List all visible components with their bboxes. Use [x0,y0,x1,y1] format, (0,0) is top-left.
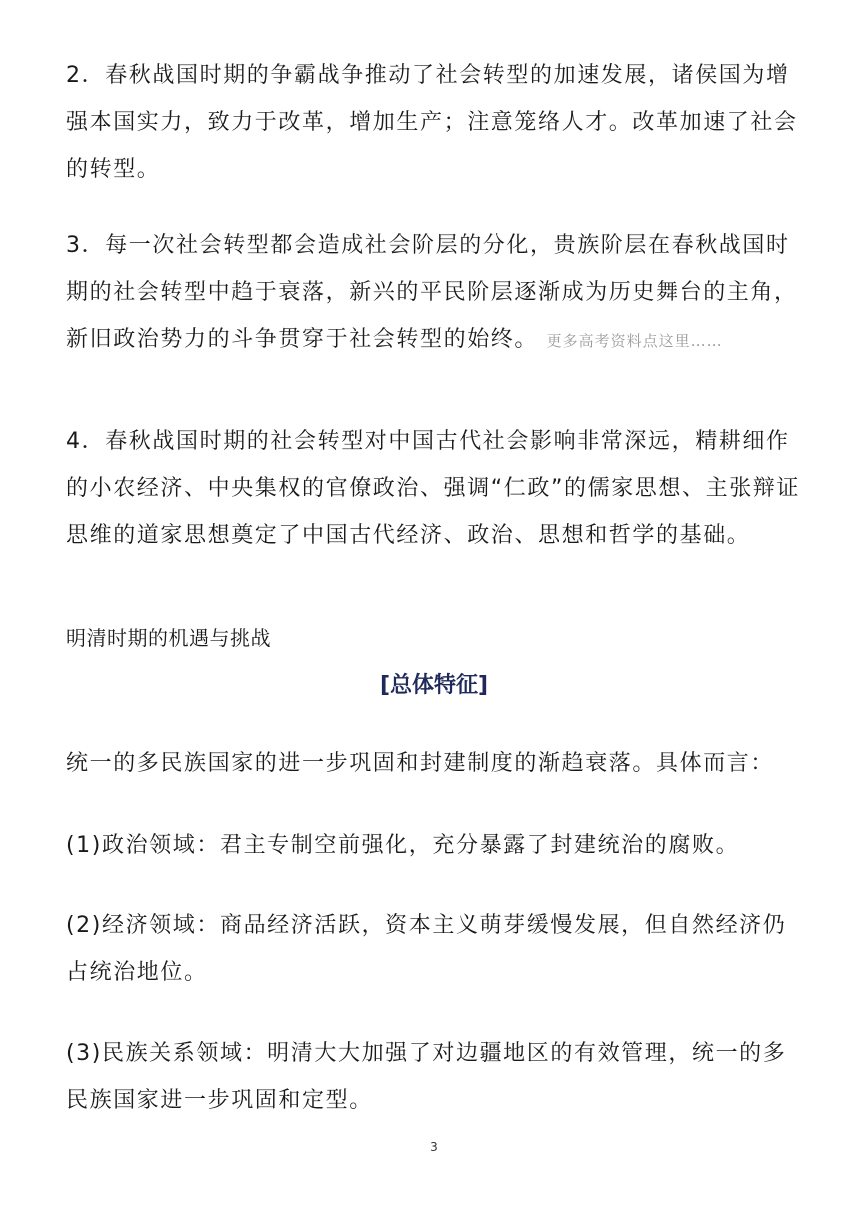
intro-text: 统一的多民族国家的进一步巩固和封建制度的渐趋衰落。具体而言： [66,751,775,776]
paragraph-4-text: 4．春秋战国时期的社会转型对中国古代社会影响非常深远，精耕细作的小农经济、中央集权的官僚政治、强调“仁政”的儒家思想、主张辩证思维的道家思想奠定了中国古代经济、政治、思想和哲学的基础。 [66,429,800,548]
paragraph-3-text: 3．每一次社会转型都会造成社会阶层的分化，贵族阶层在春秋战国时期的社会转型中趋于衰落，新兴的平民阶层逐渐成为历史舞台的主角，新旧政治势力的斗争贯穿于社会转型的始终。 [66,233,798,352]
paragraph-2 [66,52,806,193]
item-economy-text: (2)经济领域：商品经济活跃，资本主义萌芽缓慢发展，但自然经济仍占统治地位。 [66,913,787,985]
more-materials-link[interactable]: 更多高考资料点这里…… [546,332,723,350]
page-number: 3 [430,1140,438,1154]
item-politics [66,822,806,869]
section-title: 明清时期的机遇与挑战 [66,626,271,650]
paragraph-2-text: 2．春秋战国时期的争霸战争推动了社会转型的加速发展，诸侯国为增强本国实力，致力于改革，增加生产；注意笼络人才。改革加速了社会的转型。 [66,63,798,182]
item-ethnic-relations [66,1030,806,1124]
item-economy [66,902,806,996]
item-politics-text: (1)政治领域：君主专制空前强化，充分暴露了封建统治的腐败。 [66,833,740,858]
paragraph-4 [66,418,806,559]
paragraph-3 [66,222,806,365]
intro-paragraph [66,740,806,787]
overall-features-heading: [总体特征] [379,673,489,698]
item-ethnic-relations-text: (3)民族关系领域：明清大大加强了对边疆地区的有效管理，统一的多民族国家进一步巩固和定型。 [66,1041,787,1113]
